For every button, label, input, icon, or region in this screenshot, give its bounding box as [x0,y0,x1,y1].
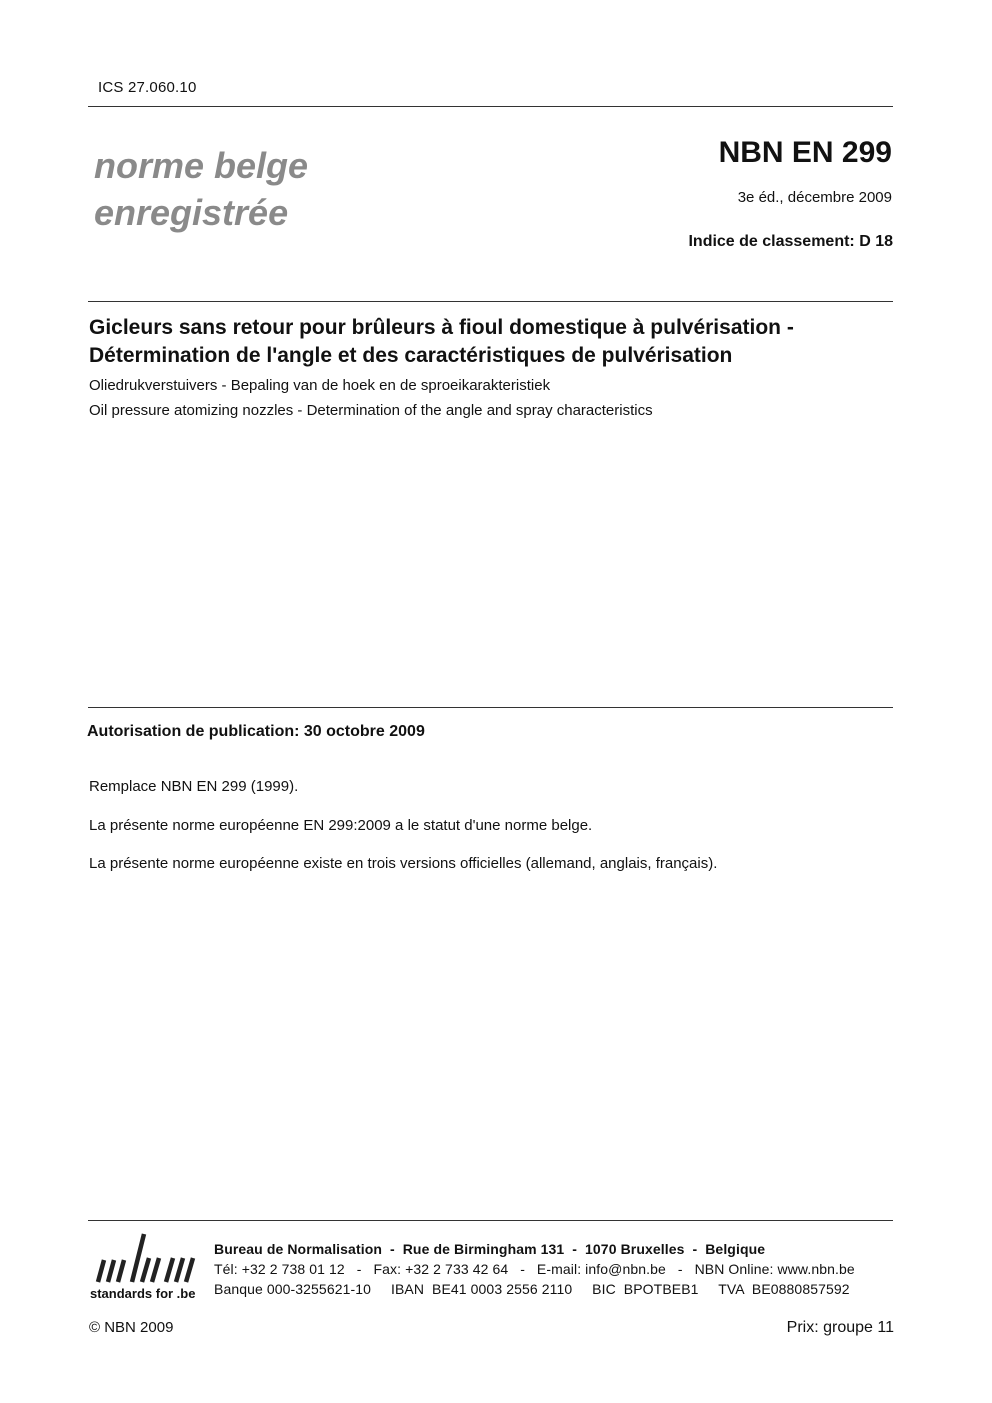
copyright: © NBN 2009 [89,1319,174,1336]
versions-note: La présente norme européenne existe en trois versions officielles (allemand, anglais, français). [89,855,718,872]
footer-bank: Banque 000-3255621-10 IBAN BE41 0003 2556 2110 BIC BPOTBEB1 TVA BE0880857592 [214,1281,850,1297]
footer-divider [88,1220,893,1221]
publication-authorization: Autorisation de publication: 30 octobre 2009 [87,723,425,740]
replaces-note: Remplace NBN EN 299 (1999). [89,778,299,795]
title-line1: Gicleurs sans retour pour brûleurs à fioul domestique à pulvérisation - [89,316,794,339]
edition-date: 3e éd., décembre 2009 [737,189,892,206]
footer-address: Bureau de Normalisation - Rue de Birmingham 131 - 1070 Bruxelles - Belgique [214,1241,766,1257]
publication-divider [88,707,893,708]
price-group: Prix: groupe 11 [786,1319,894,1336]
document-title-nl: Oliedrukverstuivers - Bepaling van de hoek en de sproeikarakteristiek [89,377,551,394]
status-note: La présente norme européenne EN 299:2009 a le statut d'une norme belge. [89,817,593,834]
logo-tagline: standards for .be [90,1286,196,1301]
document-title-en: Oil pressure atomizing nozzles - Determination of the angle and spray characteristics [89,402,653,419]
document-title-fr [89,314,894,370]
header-divider [88,106,893,107]
classification-index: Indice de classement: D 18 [688,233,893,250]
norm-type [94,142,308,236]
document-number: NBN EN 299 [718,136,892,169]
norm-type-line2: enregistrée [94,192,289,233]
title-divider [88,301,893,302]
norm-type-line1: norme belge [94,145,309,186]
title-line2: Détermination de l'angle et des caractéristiques de pulvérisation [89,344,733,367]
ics-code: ICS 27.060.10 [98,79,197,96]
footer-contact: Tél: +32 2 738 01 12 - Fax: +32 2 733 42 64 - E-mail: info@nbn.be - NBN Online: www.nbn.be [214,1261,855,1277]
